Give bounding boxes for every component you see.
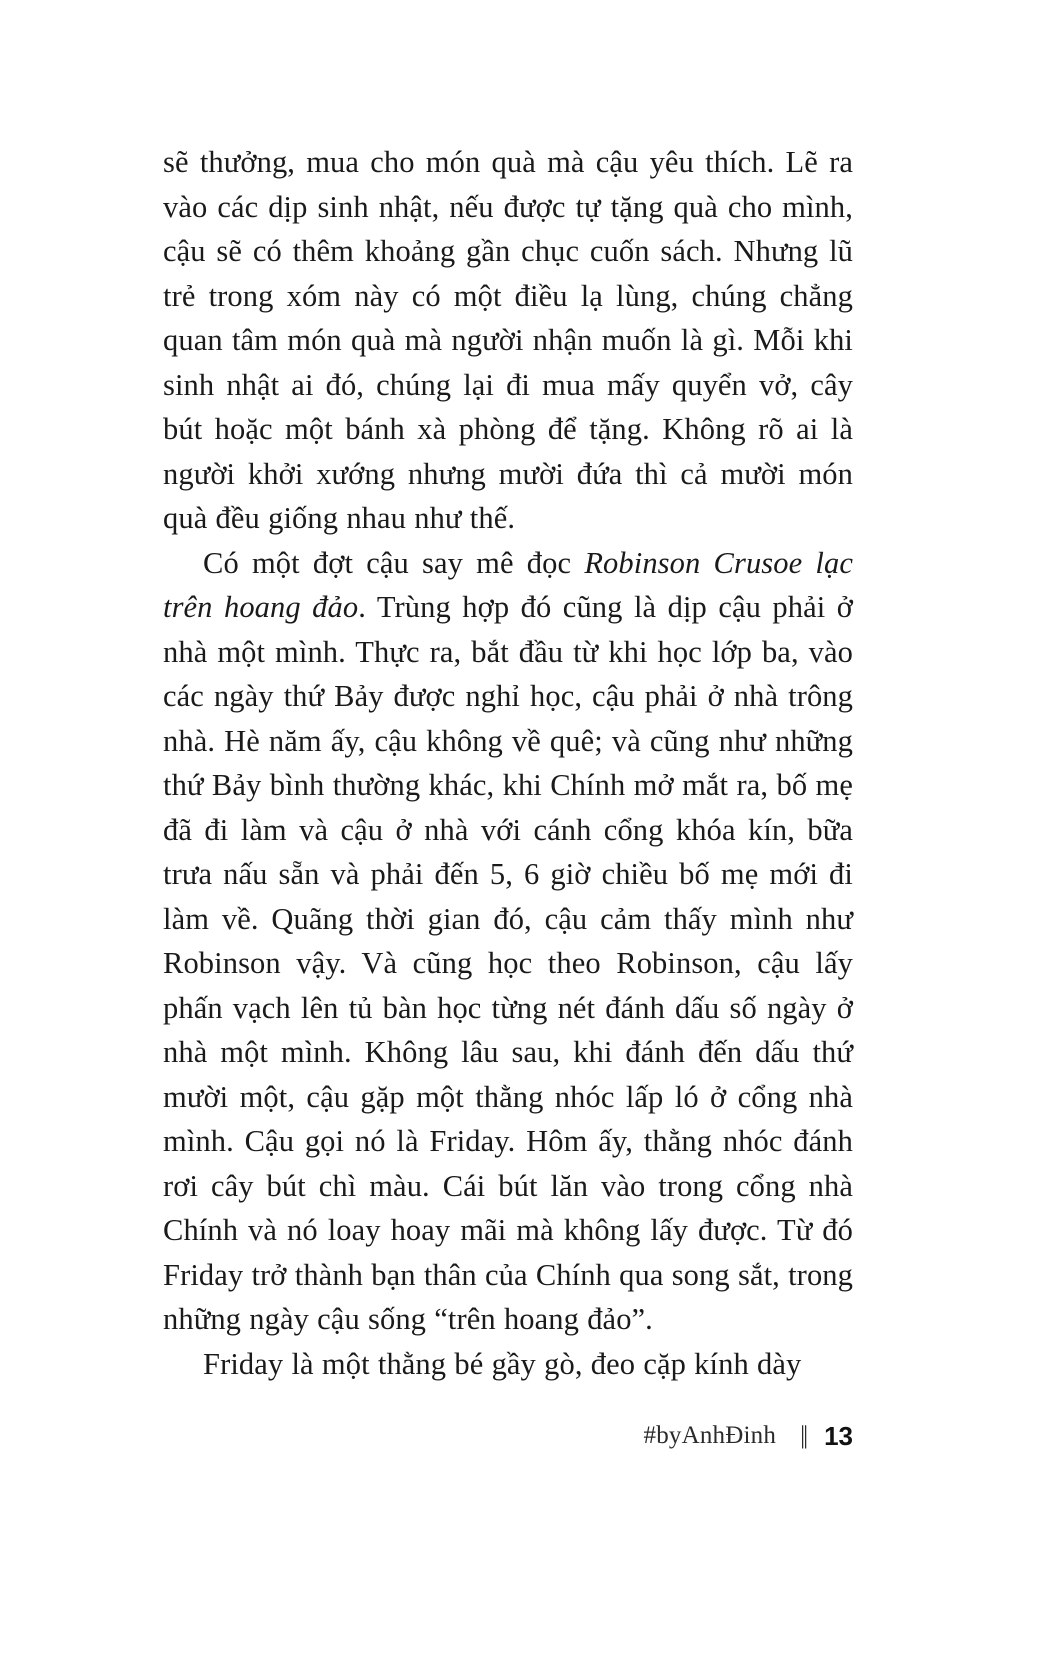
paragraph-3-run-1: Friday là một thằng bé gầy gò, đeo cặp kính dày xyxy=(203,1346,802,1381)
paragraph-2-run-1: Có một đợt cậu say mê đọc xyxy=(203,545,585,580)
page-footer xyxy=(163,1416,853,1456)
paragraph-3 xyxy=(163,1342,853,1387)
book-title-italic: Robinson Crusoe lạc trên hoang đảo xyxy=(163,545,853,624)
page-body-text xyxy=(163,140,853,1386)
page-number: 13 xyxy=(824,1420,853,1451)
footer-watermark: #byAnhĐinh xyxy=(643,1422,777,1449)
footer-divider: || xyxy=(800,1422,807,1449)
paragraph-1 xyxy=(163,140,853,541)
paragraph-2 xyxy=(163,541,853,1342)
paragraph-2-run-3: . Trùng hợp đó cũng là dịp cậu phải ở nhà một mình. Thực ra, bắt đầu từ khi học lớp ba, vào các ngày thứ Bảy được nghỉ học, cậu phải ở nhà trông nhà. Hè năm ấy, cậu không về quê; và cũng như những thứ Bảy bình thường khác, khi Chính mở mắt ra, bố mẹ đã đi làm và cậu ở nhà với cánh cổng khóa kín, bữa trưa nấu sẵn và phải đến 5, 6 giờ chiều bố mẹ mới đi làm về. Quãng thời gian đó, cậu cảm thấy mình như Robinson vậy. Và cũng học theo Robinson, cậu lấy phấn vạch lên tủ bàn học từng nét đánh dấu số ngày ở nhà một mình. Không lâu sau, khi đánh đến dấu thứ mười một, cậu gặp một thằng nhóc lấp ló ở cổng nhà mình. Cậu gọi nó là Friday. Hôm ấy, thằng nhóc đánh rơi cây bút chì màu. Cái bút lăn vào trong cổng nhà Chính và nó loay hoay mãi mà không lấy được. Từ đó Friday trở thành bạn thân của Chính qua song sắt, trong những ngày cậu sống “trên hoang đảo”. xyxy=(163,590,853,1336)
paragraph-1-run-1: sẽ thưởng, mua cho món quà mà cậu yêu thích. Lẽ ra vào các dịp sinh nhật, nếu được tự tặng quà cho mình, cậu sẽ có thêm khoảng gần chục cuốn sách. Nhưng lũ trẻ trong xóm này có một điều lạ lùng, chúng chẳng quan tâm món quà mà người nhận muốn là gì. Mỗi khi sinh nhật ai đó, chúng lại đi mua mấy quyển vở, cây bút hoặc một bánh xà phòng để tặng. Không rõ ai là người khởi xướng nhưng mười đứa thì cả mười món quà đều giống nhau như thế. xyxy=(163,145,853,535)
